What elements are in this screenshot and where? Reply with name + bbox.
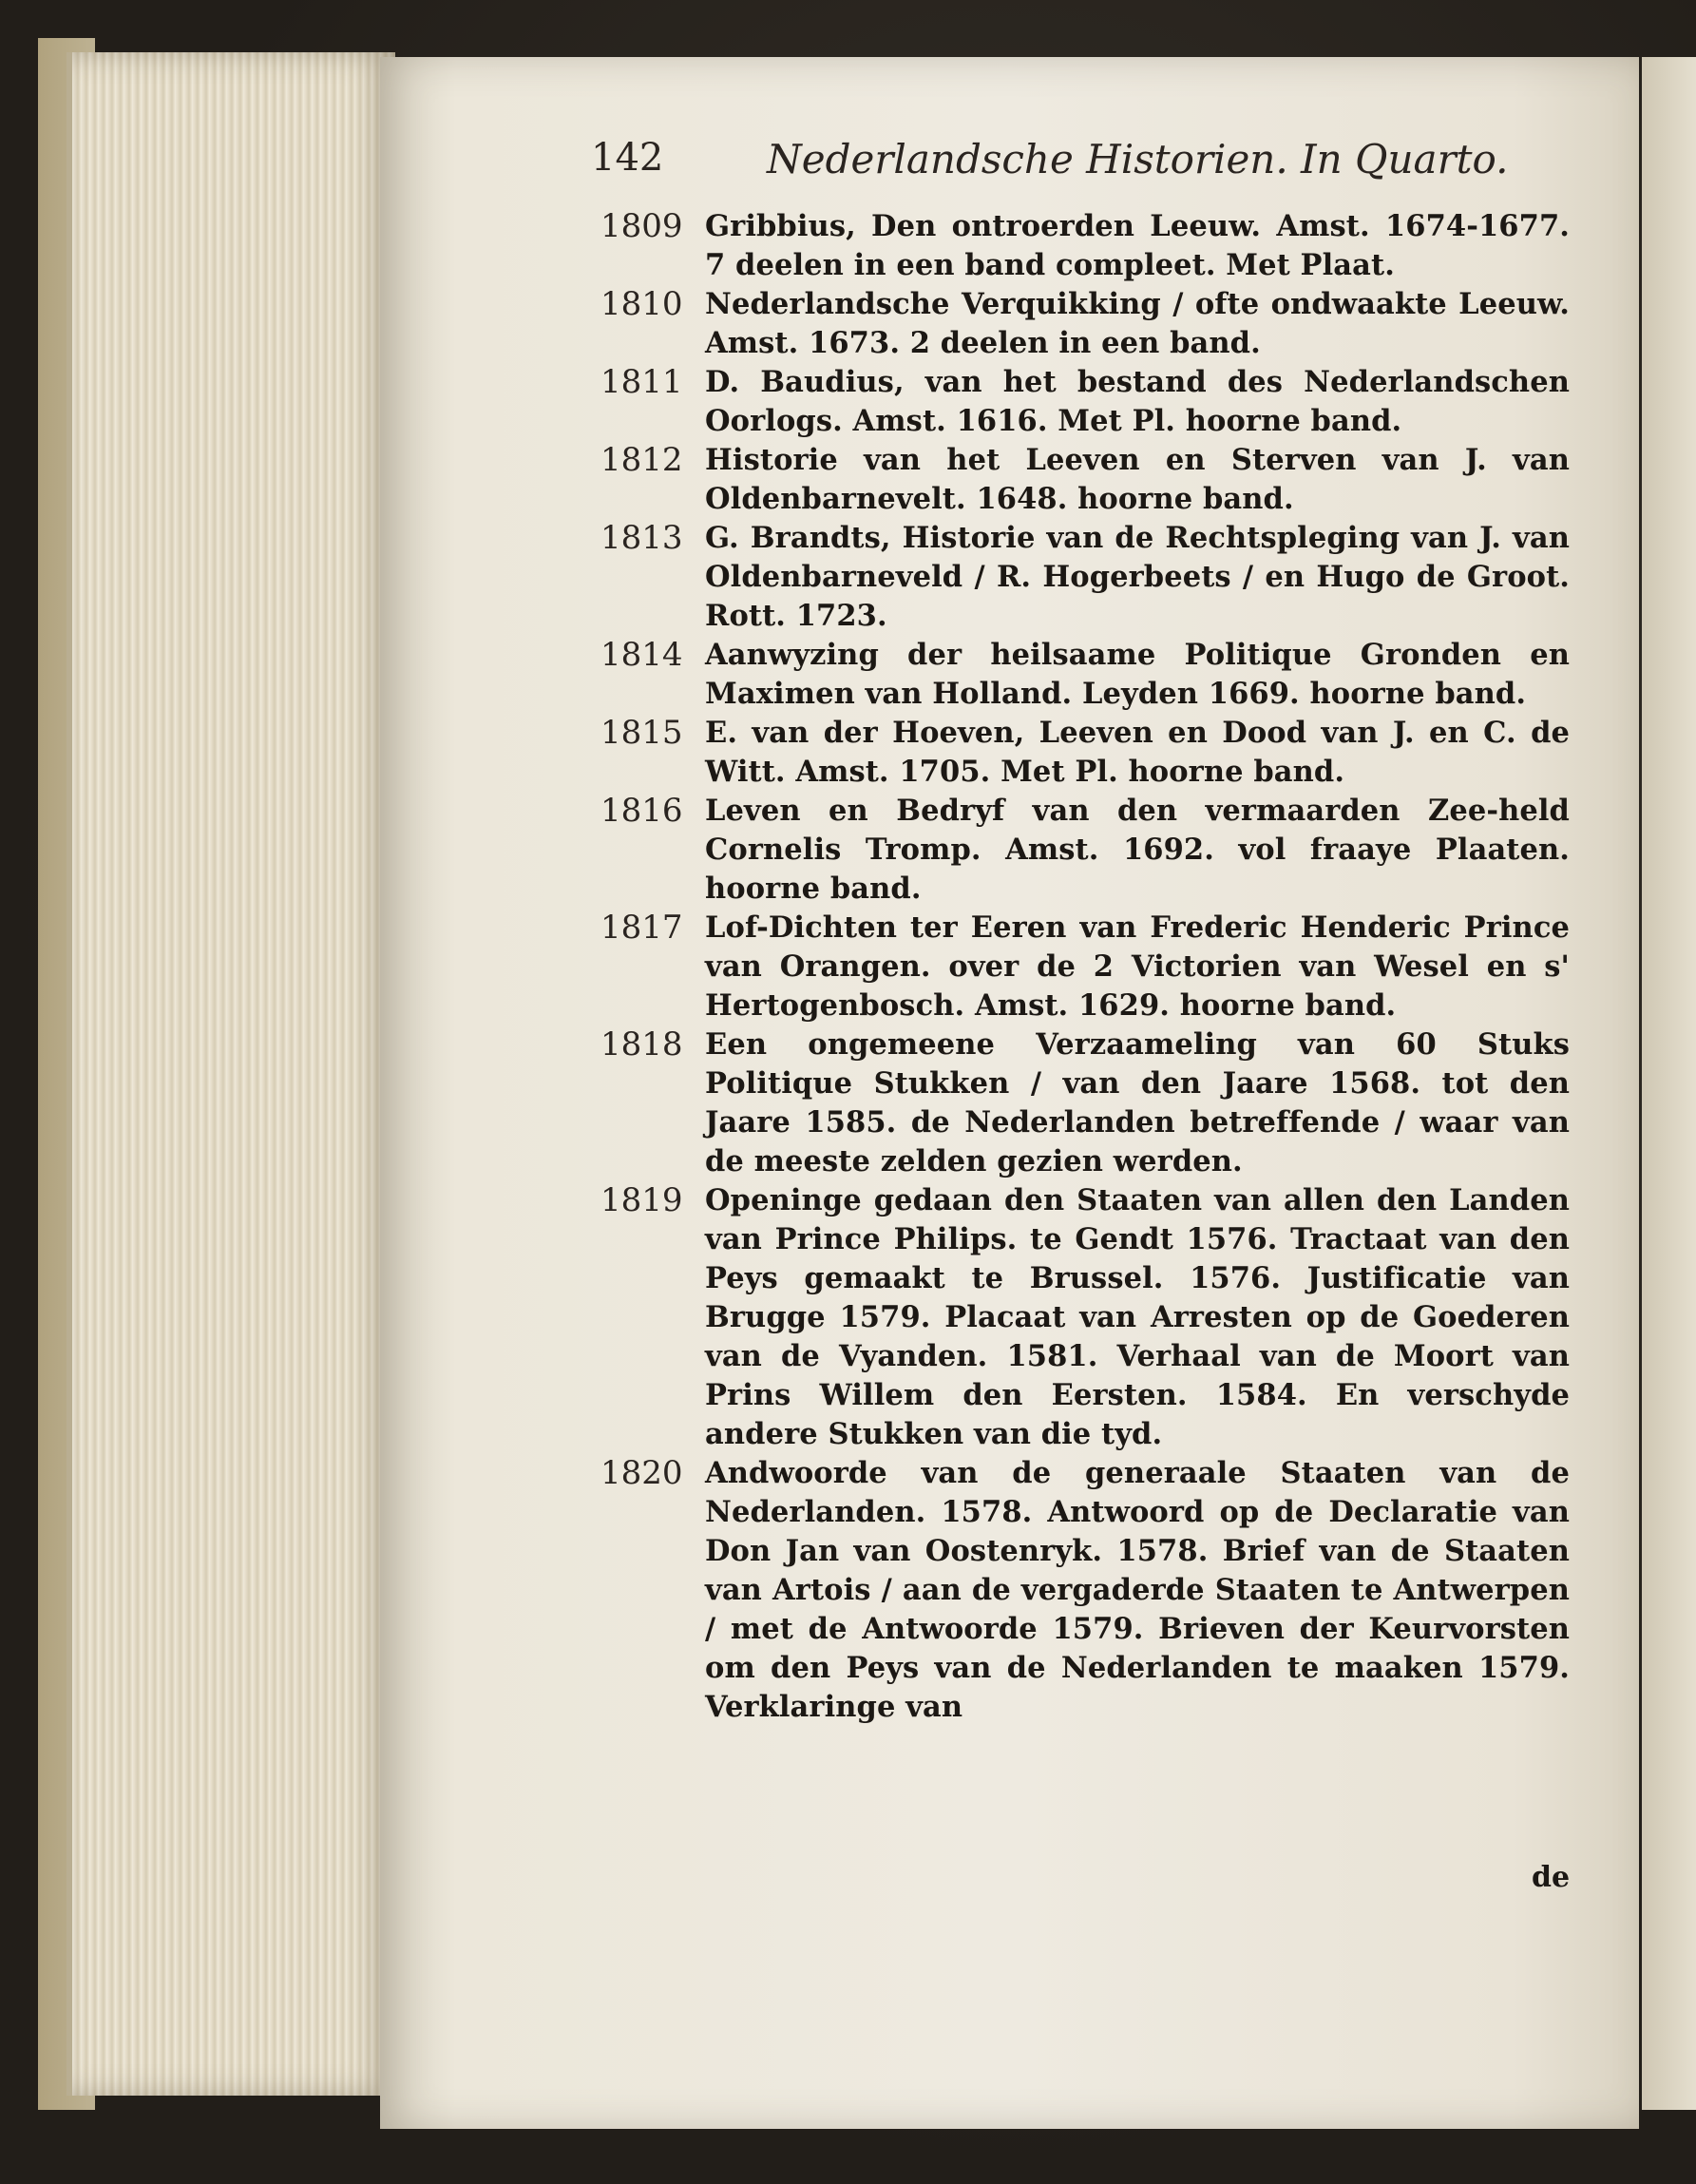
catalogue-entry <box>600 1025 1570 1181</box>
catalogue-entry <box>600 519 1570 636</box>
entry-number: 1813 <box>600 519 683 557</box>
entry-number: 1818 <box>600 1025 683 1063</box>
entry-text: D. Baudius, van het bestand des Nederlandschen Oorlogs. Amst. 1616. Met Pl. hoorne band. <box>705 365 1570 438</box>
catalogue-entry <box>600 909 1570 1025</box>
running-title: Nederlandsche Historien. In Quarto. <box>767 136 1509 182</box>
facing-page-edge <box>1642 57 1696 2110</box>
catalogue-entry <box>600 1181 1570 1454</box>
page-header <box>591 136 1579 193</box>
entry-number: 1814 <box>600 636 683 674</box>
entry-text: Lof-Dichten ter Eeren van Frederic Henderic Prince van Orangen. over de 2 Victorien van Wesel en s' Hertogenbosch. Amst. 1629. hoorne band. <box>705 910 1570 1023</box>
entry-number: 1819 <box>600 1181 683 1219</box>
catalogue-entry <box>600 792 1570 909</box>
entry-text: Historie van het Leeven en Sterven van J. van Oldenbarnevelt. 1648. hoorne band. <box>705 443 1570 516</box>
entry-text: Openinge gedaan den Staaten van allen den Landen van Prince Philips. te Gendt 1576. Tractaat van den Peys gemaakt te Brussel. 1576. Justificatie van Brugge 1579. Placaat van Arresten op de Goederen van de Vyanden. 1581. Verhaal van de Moort van Prins Willem den Eersten. 1584. En verschyde andere Stukken van die tyd. <box>705 1183 1570 1451</box>
catalogue-entry <box>600 1454 1570 1727</box>
entry-text: Andwoorde van de generaale Staaten van de Nederlanden. 1578. Antwoord op de Declaratie van Don Jan van Oostenryk. 1578. Brief van de Staaten van Artois / aan de vergaderde Staaten te Antwerpen / met de Antwoorde 1579. Brieven der Keurvorsten om den Peys van de Nederlanden te maaken 1579. Verklaringe van <box>705 1456 1570 1724</box>
catalogue-entry <box>600 441 1570 519</box>
catalogue-entry <box>600 363 1570 441</box>
page-stack-edge <box>67 52 395 2096</box>
entry-number: 1820 <box>600 1454 683 1492</box>
catalogue-entry <box>600 636 1570 714</box>
entry-text: Gribbius, Den ontroerden Leeuw. Amst. 1674-1677. 7 deelen in een band compleet. Met Plaat. <box>705 209 1570 282</box>
entry-number: 1811 <box>600 363 683 401</box>
entry-number: 1810 <box>600 285 683 323</box>
catalogue-entry <box>600 714 1570 792</box>
page-number: 142 <box>591 136 664 180</box>
entry-text: Aanwyzing der heilsaame Politique Gronden en Maximen van Holland. Leyden 1669. hoorne band. <box>705 638 1570 711</box>
entry-number: 1816 <box>600 792 683 830</box>
entry-text: Nederlandsche Verquikking / ofte ondwaakte Leeuw. Amst. 1673. 2 deelen in een band. <box>705 287 1570 360</box>
entry-number: 1815 <box>600 714 683 752</box>
entry-text: Leven en Bedryf van den vermaarden Zee-held Cornelis Tromp. Amst. 1692. vol fraaye Plaaten. hoorne band. <box>705 794 1570 906</box>
catalogue-entry <box>600 207 1570 285</box>
catchword: de <box>1532 1861 1571 1894</box>
entry-text: G. Brandts, Historie van de Rechtspleging van J. van Oldenbarneveld / R. Hogerbeets / en Hugo de Groot. Rott. 1723. <box>705 521 1570 633</box>
entry-text: E. van der Hoeven, Leeven en Dood van J. en C. de Witt. Amst. 1705. Met Pl. hoorne band. <box>705 716 1570 789</box>
catalogue-entry <box>600 285 1570 363</box>
entry-number: 1809 <box>600 207 683 245</box>
entry-number: 1812 <box>600 441 683 479</box>
entry-number: 1817 <box>600 909 683 947</box>
entry-text: Een ongemeene Verzaameling van 60 Stuks Politique Stukken / van den Jaare 1568. tot den Jaare 1585. de Nederlanden betreffende / waar van de meeste zelden gezien werden. <box>705 1027 1570 1178</box>
catalogue-entries <box>600 207 1570 1727</box>
